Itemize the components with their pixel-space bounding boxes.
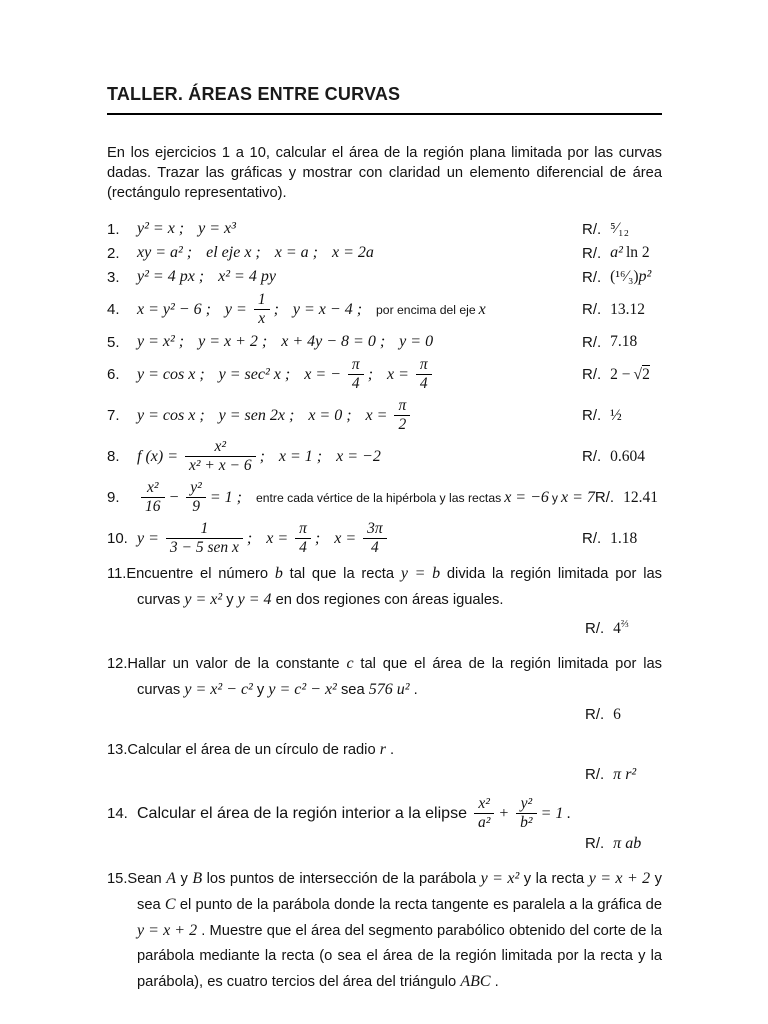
- text-run: y la recta: [519, 871, 589, 887]
- answer-value: (¹⁶⁄₃): [610, 268, 639, 285]
- math-clause: y = x³: [198, 220, 236, 237]
- text-run: y: [222, 592, 238, 608]
- fraction-denominator: b²: [520, 814, 533, 831]
- math-clause: x = −6: [504, 488, 549, 506]
- exercise-number: 2.: [107, 244, 120, 262]
- fraction-numerator: x²: [185, 439, 256, 457]
- exercise-8: [107, 438, 662, 475]
- answer-value: 7.18: [610, 333, 638, 350]
- text-run: y: [252, 682, 269, 698]
- answer-label: R/.: [585, 706, 605, 723]
- exercise-number: 3.: [107, 268, 120, 286]
- answer-value: 0.604: [610, 447, 646, 465]
- fraction: [186, 480, 206, 515]
- exercise-13: [107, 737, 662, 763]
- math-clause: x = 7: [561, 488, 595, 506]
- sqrt-sign: √: [633, 365, 643, 383]
- fraction-denominator: 4: [419, 375, 428, 392]
- answer-11: [585, 615, 662, 639]
- math-clause: y = 0: [399, 333, 434, 350]
- text-run: y sea: [137, 871, 663, 913]
- math-clause: x =: [365, 406, 388, 424]
- math-clause: el eje x ;: [206, 244, 261, 261]
- math-clause: x =: [334, 529, 357, 547]
- sqrt-radicand: 2: [642, 366, 650, 383]
- page-title: TALLER. ÁREAS ENTRE CURVAS: [107, 84, 401, 104]
- fraction-numerator: π: [295, 521, 311, 539]
- text-run: .: [409, 682, 418, 698]
- math-inline: 576 u²: [368, 681, 410, 698]
- math-clause: y =: [137, 529, 159, 547]
- exercise-11: [107, 561, 662, 613]
- answer-7: [582, 407, 662, 425]
- answer-2: [582, 244, 662, 262]
- exercise-formula: [137, 520, 582, 557]
- fraction-denominator: x: [258, 310, 266, 327]
- fraction-denominator: 4: [299, 539, 307, 556]
- math-clause: x =: [266, 529, 289, 547]
- text-run: divida la región limitada por las curvas: [137, 566, 662, 608]
- math-inline: y = x²: [184, 591, 223, 608]
- math-clause: y = cos x ;: [137, 365, 205, 383]
- fraction-denominator: 2: [398, 416, 407, 433]
- answer-value: p²: [638, 268, 652, 285]
- math-clause: x =: [387, 365, 409, 383]
- exercise-number: 14.: [107, 805, 128, 822]
- fraction-denominator: 3 − 5 sen x: [169, 539, 239, 556]
- fraction-numerator: 1: [254, 292, 270, 310]
- math-clause: x: [478, 300, 486, 318]
- fraction-numerator: π: [348, 357, 364, 375]
- exercise-6: [107, 356, 662, 393]
- math-clause: y = cos x ;: [137, 406, 205, 424]
- answer-1: [582, 220, 662, 238]
- exercise-formula: [137, 291, 582, 328]
- exercise-4: [107, 291, 662, 328]
- exercise-formula: [137, 397, 582, 434]
- exercise-number: 11.: [107, 566, 127, 582]
- answer-label: R/.: [582, 333, 602, 351]
- math-clause: x = 2a: [331, 244, 374, 261]
- text-run: .: [490, 974, 499, 990]
- exercise-7: [107, 397, 662, 434]
- text-run: .: [385, 742, 395, 758]
- answer-label: R/.: [585, 766, 605, 783]
- exercise-number: 15.: [107, 871, 128, 887]
- exercise-9: [107, 479, 662, 516]
- text-run: sea: [336, 682, 369, 698]
- fraction-numerator: y²: [186, 480, 206, 498]
- answer-label: R/.: [594, 489, 615, 506]
- answer-value: 2 −: [610, 365, 631, 383]
- fraction-denominator: 4: [371, 539, 379, 556]
- answer-value: 12.41: [623, 488, 658, 506]
- math-inline: y = x + 2: [588, 870, 651, 887]
- answer-6: [582, 365, 662, 384]
- fraction: [474, 796, 494, 831]
- math-clause: ;: [367, 365, 374, 383]
- fraction: [254, 292, 270, 327]
- text-run: Encuentre el número: [126, 566, 275, 582]
- text-run: el punto de la parábola donde la recta tangente es paralela a la gráfica de: [175, 897, 662, 913]
- math-inline: y = c² − x²: [268, 681, 337, 698]
- answer-8: [582, 448, 662, 466]
- exercise-formula: [137, 356, 582, 393]
- math-inline: y = b: [400, 565, 441, 582]
- math-clause: = 1: [540, 804, 564, 822]
- exercise-number: 1.: [107, 220, 120, 238]
- exercise-formula: [137, 438, 582, 475]
- text-run: .: [566, 804, 571, 822]
- math-clause: y =: [224, 300, 247, 318]
- text-run: tal que la recta: [282, 566, 401, 582]
- answer-10: [582, 530, 662, 548]
- math-clause: y² = x ;: [137, 220, 185, 237]
- exercise-number: 6.: [107, 366, 120, 383]
- math-clause: y = x − 4 ;: [292, 300, 363, 318]
- answer-value: 13.12: [610, 300, 646, 318]
- math-inline: A: [166, 870, 177, 887]
- math-inline: b: [274, 565, 283, 582]
- answer-value: a²: [610, 244, 623, 261]
- answer-value: ⁵⁄₁₂: [610, 220, 629, 237]
- answer-value: π r²: [613, 766, 637, 783]
- math-clause: +: [498, 804, 510, 822]
- math-clause: x = −2: [336, 447, 381, 465]
- exercise-number: 9.: [107, 489, 120, 506]
- math-clause: x = a ;: [274, 244, 318, 261]
- fraction-numerator: π: [394, 398, 410, 416]
- answer-label: R/.: [582, 301, 602, 318]
- exercise-3: [107, 267, 662, 287]
- exercise-formula: [137, 243, 582, 263]
- answer-value: ln 2: [625, 244, 650, 261]
- math-clause: −: [168, 488, 180, 506]
- answer-label: R/.: [582, 366, 602, 383]
- math-clause: y = sec² x ;: [218, 365, 291, 383]
- exercise-number: 5.: [107, 333, 120, 351]
- exercise-number: 8.: [107, 448, 120, 465]
- fraction-denominator: 16: [145, 498, 161, 515]
- answer-label: R/.: [585, 835, 605, 852]
- fraction-numerator: π: [416, 357, 432, 375]
- exercise-number: 7.: [107, 407, 120, 424]
- condition-note: por encima del eje: [376, 302, 476, 317]
- answer-value: 1.18: [610, 529, 638, 547]
- answer-4: [582, 301, 662, 319]
- fraction: [141, 480, 165, 515]
- exercise-10: [107, 520, 662, 557]
- title-underline: [107, 113, 662, 115]
- math-inline: B: [192, 870, 203, 887]
- math-clause: ;: [273, 300, 279, 318]
- fraction: [416, 357, 432, 392]
- fraction-denominator: 4: [351, 375, 360, 392]
- answer-9: [595, 489, 675, 507]
- condition-note: entre cada vértice de la hipérbola y las rectas: [255, 490, 502, 505]
- fraction: [363, 521, 387, 556]
- math-clause: ;: [259, 447, 265, 465]
- text-run: Sean: [127, 871, 167, 887]
- math-clause: x² = 4 py: [218, 268, 276, 285]
- exercise-formula: [137, 795, 662, 832]
- text-run: Calcular el área de la región interior a la elipse: [137, 804, 467, 822]
- answer-3: [582, 268, 662, 286]
- exercise-formula: [137, 267, 582, 287]
- math-inline: c: [346, 655, 354, 672]
- text-run: tal que el área de la región limitada por las curvas: [137, 656, 662, 698]
- math-inline: y = 4: [237, 591, 272, 608]
- fraction-numerator: y²: [516, 796, 536, 814]
- text-run: Calcular el área de un círculo de radio: [127, 742, 380, 758]
- answer-label: R/.: [582, 407, 602, 424]
- answer-label: R/.: [585, 620, 605, 637]
- fraction: [166, 521, 243, 556]
- intro-paragraph: En los ejercicios 1 a 10, calcular el área de la región plana limitada por las curvas dadas. Trazar las gráficas y mostrar con claridad un elemento diferencial de área (rectángulo representativo).: [107, 145, 662, 201]
- text-run: en dos regiones con áreas iguales.: [271, 592, 504, 608]
- answer-12: [585, 705, 662, 725]
- text-run: y: [176, 871, 193, 887]
- answer-label: R/.: [582, 268, 602, 286]
- math-clause: y² = 4 px ;: [137, 268, 205, 285]
- text-run: . Muestre que el área del segmento parabólico obtenido del corte de la parábola mediante la recta (o sea el área de la región limitada por la recta y la parábola), es cuatro tercios del área del triángulo: [137, 923, 662, 990]
- answer-label: R/.: [582, 220, 602, 238]
- exercise-5: [107, 332, 662, 352]
- math-clause: ;: [246, 529, 253, 547]
- fraction: [348, 357, 364, 392]
- fraction: [185, 439, 256, 474]
- math-inline: ABC: [460, 973, 491, 990]
- fraction-numerator: 1: [166, 521, 243, 539]
- math-clause: y = x + 2 ;: [198, 333, 268, 350]
- exercise-15: [107, 866, 662, 995]
- math-clause: xy = a² ;: [137, 244, 193, 261]
- fraction-denominator: a²: [477, 814, 491, 831]
- exercise-number: 4.: [107, 301, 120, 318]
- fraction: [516, 796, 536, 831]
- answer-label: R/.: [582, 530, 602, 547]
- answer-13: [585, 765, 662, 785]
- math-inline: y = x² − c²: [184, 681, 253, 698]
- fraction: [394, 398, 410, 433]
- exercise-2: [107, 243, 662, 263]
- math-clause: x = 0 ;: [308, 406, 352, 424]
- math-clause: y = sen 2x ;: [218, 406, 295, 424]
- answer-value: 4: [613, 620, 621, 637]
- answer-label: R/.: [582, 244, 602, 262]
- answer-exponent: ⅔: [620, 619, 629, 630]
- exercise-formula: [137, 332, 582, 352]
- exercise-12: [107, 651, 662, 703]
- math-clause: ;: [314, 529, 321, 547]
- math-inline: C: [164, 896, 176, 913]
- answer-5: [582, 333, 662, 351]
- math-clause: = 1 ;: [209, 488, 242, 506]
- fraction: [295, 521, 311, 556]
- math-clause: y = x² ;: [137, 333, 185, 350]
- math-clause: f (x) =: [137, 447, 178, 465]
- math-clause: x + 4y − 8 = 0 ;: [281, 333, 386, 350]
- exercise-number: 13.: [107, 742, 128, 758]
- exercise-14: [107, 795, 662, 832]
- text-run: Hallar un valor de la constante: [127, 656, 347, 672]
- fraction-denominator: 9: [192, 498, 200, 515]
- exercise-formula: [137, 219, 582, 239]
- answer-value: π ab: [613, 835, 642, 852]
- math-clause: x = 1 ;: [278, 447, 323, 465]
- exercise-1: [107, 219, 662, 239]
- text-run: los puntos de intersección de la parábola: [202, 871, 481, 887]
- math-clause: x = y² − 6 ;: [137, 300, 211, 318]
- fraction-denominator: x² + x − 6: [189, 457, 252, 474]
- condition-note: y: [551, 490, 558, 505]
- math-inline: r: [379, 741, 386, 758]
- fraction-numerator: 3π: [363, 521, 387, 539]
- math-inline: y = x²: [480, 870, 520, 887]
- math-inline: y = x + 2: [137, 922, 198, 939]
- answer-value: 6: [613, 706, 621, 723]
- exercise-number: 10.: [107, 530, 128, 547]
- answer-label: R/.: [582, 448, 602, 465]
- exercise-formula: [137, 479, 595, 516]
- answer-14: [585, 834, 662, 854]
- fraction-numerator: x²: [474, 796, 494, 814]
- exercise-number: 12.: [107, 656, 128, 672]
- fraction-numerator: x²: [141, 480, 165, 498]
- answer-value: ½: [610, 406, 622, 424]
- math-clause: x = −: [304, 365, 341, 383]
